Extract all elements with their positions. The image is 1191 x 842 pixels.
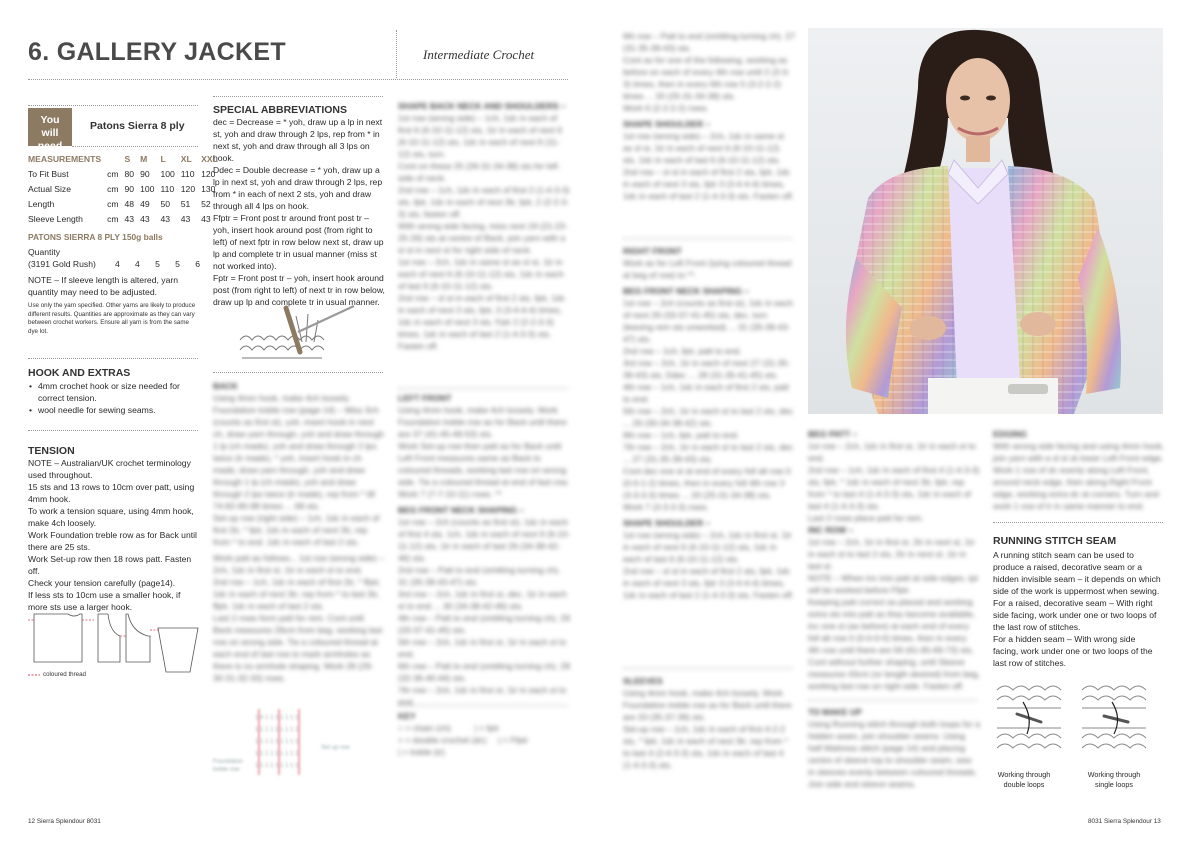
list-item: • 4mm crochet hook or size needed for correct tension. <box>28 380 200 404</box>
cell: 90 <box>124 184 135 194</box>
stitch-illustration <box>236 302 366 362</box>
cell: 120 <box>201 169 216 179</box>
sleeves-heading: SLEEVES <box>623 676 663 686</box>
cell: 90 <box>140 169 150 179</box>
row-unit: cm <box>107 184 119 194</box>
rule <box>28 105 198 106</box>
page-title: 6. GALLERY JACKET <box>28 38 286 66</box>
header-rule <box>28 79 568 80</box>
footer-right: 8031 Sierra Splendour 13 <box>1088 818 1161 825</box>
yarn-heading: PATONS SIERRA 8 PLY 150g balls <box>28 232 163 242</box>
size-header: M <box>140 154 148 164</box>
tension-line: NOTE – Australian/UK crochet terminology used throughout. <box>28 458 191 480</box>
table-row <box>28 167 221 182</box>
size-header: XXL <box>201 154 218 164</box>
table-row <box>28 197 221 212</box>
rule <box>398 388 568 389</box>
svg-text:1 1 1 1 1 1 1 1 1: 1 1 1 1 1 1 1 1 1 <box>255 751 299 757</box>
row-label: Length <box>28 199 55 209</box>
size-header: XL <box>180 154 192 164</box>
cell: 48 <box>124 199 135 209</box>
rule <box>213 96 383 97</box>
rule <box>213 372 383 373</box>
svg-text:1 1 1 1 1 1 1 1 1: 1 1 1 1 1 1 1 1 1 <box>255 727 299 733</box>
colour-label: (3191 Gold Rush) <box>28 259 96 269</box>
measurements-heading: MEASUREMENTS <box>28 154 102 164</box>
row-label: Sleeve Length <box>28 214 83 224</box>
qty: 5 <box>175 259 180 269</box>
table-row <box>28 182 221 197</box>
qty: 4 <box>115 259 120 269</box>
rule <box>623 668 793 669</box>
svg-text:Set up row: Set up row <box>321 745 350 751</box>
back-section-blurred: BACK Using 4mm hook, make 4ch loosely. Foundation treble row (page 14) – Miss 3ch (counts as first st), yoh, insert hook in next ch, draw yarn through, yoh and draw through 1 lp (ch made), yoh and draw through 2 lps twice (tr made), * yoh, insert hook in ch made, draw yarn through, yoh and draw through 1 lp (ch made), yoh and draw through 2 lps twice (tr made), rep from * till 74-82-90-98 times ... 68 sts. Set-up row (right side) – 1ch, 1dc in each of first 2tr, * fptr, 1dc in each of next 3tr, rep from * to end. 1dc in each of last 2 sts. Work patt as follows... 1st row (wrong side) – 2ch, 1dc in first st, 1tr in each st to end. 2nd row – 1ch, 1dc in each of first 2tr, * ffptr, 1dc in each of next 3tr, rep from * to last 3tr, ffptr, 1dc in each of last 2 sts. Last 2 rows form patt for rem. Cont until Back measures 29cm from beg, working last row on wrong side. Tie a coloured thread at each end of last row to mark armholes as there is no armhole shaping. Work 28 (29-30-31-32-33) rows. <box>213 381 385 683</box>
disclaimer: Use only the yarn specified. Other yarns are likely to produce different results. Quantities are approximate as they can vary between crochet workers. Ensure all yarn is from the same dye lot. <box>28 302 196 335</box>
quantity-values <box>115 258 200 270</box>
paragraph: For a raised, decorative seam – With right side facing, work under one or two loops of the last row of stitches. <box>993 598 1157 632</box>
stitch-chart-blurred <box>213 705 388 785</box>
row-unit: cm <box>107 214 119 224</box>
abbreviation: Ffptr = Front post tr around front post tr – yoh, insert hook around post (from right to left) of next fptr in row below next st, draw up lp and complete tr in usual manner (miss st not worked into). <box>213 213 384 271</box>
abbreviations-list <box>213 116 385 308</box>
edging-heading: EDGING <box>993 429 1027 439</box>
coloured-thread-swatch <box>28 672 40 678</box>
list-item: • wool needle for sewing seams. <box>28 404 200 416</box>
right-front-heading: RIGHT FRONT <box>623 246 682 256</box>
cell: 120 <box>180 184 196 194</box>
key-heading: KEY <box>398 711 416 721</box>
back-piece <box>34 614 82 662</box>
double-loops-illustration <box>993 678 1073 768</box>
footer-left: 12 Sierra Splendour 8031 <box>28 818 101 825</box>
cell: 110 <box>180 169 195 179</box>
sleeves-section-blurred: SLEEVES Using 4mm hook, make 4ch loosely. Work Foundation treble row as for Back until there are 33 (35-37-39) sts. Set-up row – 1ch, 1dc in each of first 4-2-2 sts, * fptr, 1dc in each of next 3tr, rep from * to last 4 (2-4-3-3) sts, 1dc in each of last 4 (1-4-3-3) sts. <box>623 675 795 771</box>
tension-text <box>28 457 200 613</box>
cell: 43 <box>140 214 150 224</box>
cell: 100 <box>140 184 155 194</box>
tension-heading: TENSION <box>28 445 75 457</box>
right-front-section-blurred: RIGHT FRONT Work as for Left Front (tying coloured thread at beg of row) to **. BEG FRONT NECK SHAPING – 1st row – 2ch (counts as first st), 1dc in each of next 26 (33-37-41-45) sts, dec, turn (leaving rem sts unworked) ... 31 (35-39-43-47) sts. 2nd row – 1ch, fptr, patt to end. 3rd row – 2ch, 1tr in each of next 27 (31-35-39-43) sts, Ddec ... 28 (31-35-41-45) sts. 4th row – 1ch, 1dc in each of first 2 sts, patt to end. 5th row – 2ch, 1tr in each st to last 2 sts, dec ... 26 (30-34-38-42) sts. 6th row – 1ch, fptr, patt to end. 7th row – 2ch, 1tr in each st to last 2 sts, dec ... 27 (31-35-39-43) sts. Cont dec one st at end of every foll alt row 0 (0-0-1-2) times, then in every foll 4th row 3 (3-3-3-3) times ... 20 (25-31-34-38) sts. Work 7 (3-3-3-3) rows. SHAPE SHOULDER – 1st row (wrong side) – 2ch, 1dc in first st, 1tr in each of next 6 (6-10-11-12) sts, 1dc in each of last 6 (6-10-11-12) sts. 2nd row – sl st in each of first 2 sts, fptr, 1dc in each of next 3 sts, fptr 3 (3-4-4-4) times, 1dc in each of last 2 (1-4-3-3) sts. Fasten off. <box>623 246 794 600</box>
left-front-heading: LEFT FRONT <box>398 393 452 403</box>
rule <box>623 238 793 239</box>
rule <box>993 522 1163 523</box>
back-heading: BACK <box>213 381 238 391</box>
paragraph: A running stitch seam can be used to produce a raised, decorative seam or a hidden invisible seam – it depends on which side of the work is uppermost when sewing. <box>993 550 1161 596</box>
cell: 49 <box>140 199 150 209</box>
row-unit: cm <box>107 169 119 179</box>
rule <box>398 705 568 706</box>
size-header: S <box>124 154 131 164</box>
single-loops-caption: Working through single loops <box>1087 770 1141 789</box>
tension-line: If less sts to 10cm use a smaller hook, if more sts use a larger hook. <box>28 590 181 612</box>
sleeve-patt-blurred: BEG PATT – 1st row – 2ch, 1dc in first st, 1tr in each st to end. 2nd row – 1ch, 1dc in each of first 4 (1-4-3-3) sts, fptr, * 1dc in each of next 3tr, fptr, rep from * to last 4 (1-4-3-3) sts, 1dc in each of last 4 (1-4-3-3) sts. Last 2 rows place patt for rem. INC ROW – 1st row – 2ch, 1tr in first st, 2tr in next st, 1tr in each st to last 2 sts, 2tr in next st, 1tr in last st. NOTE – When inc into patt at side edges, tpt will be worked before Ffptr. Keeping patt correct as placed and working extra sts into patt as they become available, inc one st (as before) at each end of every foll alt row 0 (0-0-0-0) times, then in every 4th row until there are 59 (61-65-69-73) sts. Cont without further shaping, until Sleeve measures 43cm (or length desired) from beg, working last row on right side. Fasten off. <box>808 429 980 691</box>
single-loops-illustration <box>1078 678 1158 768</box>
hook-extras-heading: HOOK AND EXTRAS <box>28 367 131 379</box>
running-stitch-heading: RUNNING STITCH SEAM <box>993 535 1117 547</box>
header-divider <box>396 30 397 78</box>
svg-text:treble row: treble row <box>213 767 240 773</box>
hook-extras-list <box>28 380 200 416</box>
rule <box>72 146 198 147</box>
running-stitch-text <box>993 549 1163 669</box>
cell: 43 <box>160 214 170 224</box>
row-label: To Fit Bust <box>28 169 69 179</box>
schematic-legend: coloured thread <box>43 671 86 678</box>
abbreviation: dec = Decrease = * yoh, draw up a lp in next st, yoh and draw through 2 lps, rep from * in next st, yoh and draw through all 3 lps on hook. <box>213 117 383 163</box>
table-row <box>28 212 221 227</box>
rule <box>28 430 198 431</box>
cell: 50 <box>160 199 170 209</box>
cell: 80 <box>124 169 135 179</box>
quantity-label: Quantity <box>28 247 61 257</box>
svg-text:1 1 1 1 1 1 1 1 1: 1 1 1 1 1 1 1 1 1 <box>255 739 299 745</box>
svg-text:1 1 1 1 1 1 1 1 1: 1 1 1 1 1 1 1 1 1 <box>255 763 299 769</box>
measurements-table <box>28 152 221 227</box>
tension-line: To work a tension square, using 4mm hook, make 4ch loosely. <box>28 506 194 528</box>
garment-schematic <box>28 606 203 678</box>
make-up-section-blurred: TO MAKE UP Using Running stitch through both loops for a hidden seam, join shoulder seams. Using half Mattress stitch (page 14) and placing centre of sleeve top to shoulder seam, sew in sleeves evenly between coloured threads. Join side and sleeve seams. <box>808 707 980 789</box>
abbreviation: Fptr = Front post tr – yoh, insert hook around post (from right to left) of next tr in row below, draw up lp and complete tr in usual manner. <box>213 273 385 307</box>
qty: 4 <box>135 259 140 269</box>
edging-section-blurred: EDGING With wrong side facing and using 4mm hook, join yarn with a sl st at lower Left Front edge. Work 1 row of dc evenly along Left Front, around neck edge, then along Right Front edge, working extra dc at corners. Turn and work 1 row of tr in same manner to end. <box>993 429 1165 511</box>
paragraph: For a hidden seam – With wrong side facing, work under one or two loops of the last row of stitches. <box>993 634 1153 668</box>
cell: 43 <box>180 214 191 224</box>
tension-line: Work Foundation treble row as for Back until there are 25 sts. <box>28 530 197 552</box>
sleeve-rows-blurred: 6th row – Patt to end (omitting turning ch). 27 (31-35-39-43) sts. Cont as for one of the following, working as before on each of every 4th row until 2 (3-3-3) times, then in every 6th row 5 (3-2-2-2) times ... 20 (25-31-34-38) sts. Work 6 (2-2-2-2) rows. SHAPE SHOULDER – 1st row (wrong side) – 2ch, 1dc in same st as sl st, 1tr in each of next 6 (6-10-11-12) sts, 1dc in each of last 6 (6-10-11-12) sts. 2nd row – sl st in each of first 2 sts, fptr, 1dc in each of next 3 sts, fptr 3 (3-4-4-4) times, 1dc in each of last 2 (1-4-3-3) sts. Fasten off. <box>623 31 795 201</box>
tension-line: 15 sts and 13 rows to 10cm over patt, using 4mm hook. <box>28 482 195 504</box>
row-label: Actual Size <box>28 184 71 194</box>
abbreviations-heading: SPECIAL ABBREVIATIONS <box>213 104 347 116</box>
skill-level: Intermediate Crochet <box>423 47 535 62</box>
garment-photo <box>808 28 1163 414</box>
cell: 51 <box>180 199 191 209</box>
cell: 43 <box>201 214 211 224</box>
qty: 6 <box>195 259 200 269</box>
key-section-blurred: KEY ○ = chain (ch) | = fptr + = double crochet (dc) | = Ffptr | = treble (tr) <box>398 710 570 758</box>
back-neck-shaping-blurred: SHAPE BACK NECK AND SHOULDERS – 1st row (wrong side) – 1ch, 1dc in each of first 6 (6-10-11-12) sts, 1tr in each of next 6 (6-10-11-12) sts, 1dc in each of next 6 (11-12) sts, turn. Cont on these 25 (26-31-34-38) sts for left side of neck. 2nd row – 1ch, 1dc in each of first 2 (1-4-3-3) sts, fptr, 1dc in each of next 3tr, fptr, 2 (2-2-3-3) sts, fasten off. With wrong side facing, miss next 19 (21-23-25-26) sts at centre of Back, join yarn with a sl st in next st for right side of neck. 1st row – 2ch, 1dc in same st as sl st, 1tr in each of next 6 (6-10-11-12) sts, 1dc in each of last 6 (6-10-11-12) sts. 2nd row – sl st in each of first 2 sts, fptr, 1dc in each of next 3 sts, fptr, 3 (3-4-4-4) times, 1dc in each of next 3 sts. Fptr 2 (2-2-3-3) times, 1dc in each of last 2 (1-4-3-3) sts. Fasten off. <box>398 101 570 351</box>
qty: 5 <box>155 259 160 269</box>
cell: 100 <box>160 169 175 179</box>
sleeve-piece <box>158 628 198 672</box>
cell: 43 <box>124 214 135 224</box>
cell: 52 <box>201 199 211 209</box>
cell: 110 <box>160 184 175 194</box>
sleeve-note: NOTE – If sleeve length is altered, yarn quantity may need to be adjusted. <box>28 275 178 297</box>
abbreviation: Ddec = Double decrease = * yoh, draw up a lp in next st, yoh and draw through 2 lps, rep from * in each of next 2 sts, yoh and draw through all 4 lps on hook. <box>213 165 383 211</box>
svg-text:Foundation: Foundation <box>213 759 244 765</box>
cell: 130 <box>201 184 216 194</box>
tension-line: Work Set-up row then 18 rows patt. Fasten off. <box>28 554 192 576</box>
tension-line: Check your tension carefully (page14). <box>28 578 176 588</box>
rule <box>28 358 198 359</box>
double-loops-caption: Working through double loops <box>997 770 1051 789</box>
row-unit: cm <box>107 199 119 209</box>
make-up-heading: TO MAKE UP <box>808 707 862 717</box>
svg-text:1 4 1 1 1 1 1 1 1: 1 4 1 1 1 1 1 1 1 <box>255 715 299 721</box>
rule <box>808 700 978 701</box>
left-front-section-blurred: LEFT FRONT Using 4mm hook, make 4ch loosely. Work Foundation treble row as for Back until there are 37 (41-45-49-53) sts. Work Set-up row then patt as for Back until Left Front measures same as Back to coloured threads, working last row on wrong side. Tie a coloured thread at end of last row. Work 7 (7-7-10-11) rows. ** BEG FRONT NECK SHAPING – 1st row – 2ch (counts as first st), 1dc in each of first 4 sts, 1ch, 1dc in each of next 6 (6-10-11-12) sts, 1tr in each of last 26 (34-38-42-46) sts. 2nd row – Patt to end (omitting turning ch). 31 (35-39-43-47) sts. 3rd row – 2ch, 1dc in first st, dec, 1tr in each st to end ... 30 (34-38-42-46) sts. 4th row – Patt to end (omitting turning ch). 29 (33-37-41-45) sts. 5th row – 2ch, 1dc in first st, 1tr in each st to end. 6th row – Patt to end (omitting turning ch). 28 (32-36-40-44) sts. 7th row – 2ch, 1dc in first st, 1tr in each st to end. <box>398 393 570 707</box>
yarn-name: Patons Sierra 8 ply <box>90 120 185 132</box>
size-header: L <box>160 154 166 164</box>
you-will-need-badge: You will need <box>28 108 72 146</box>
